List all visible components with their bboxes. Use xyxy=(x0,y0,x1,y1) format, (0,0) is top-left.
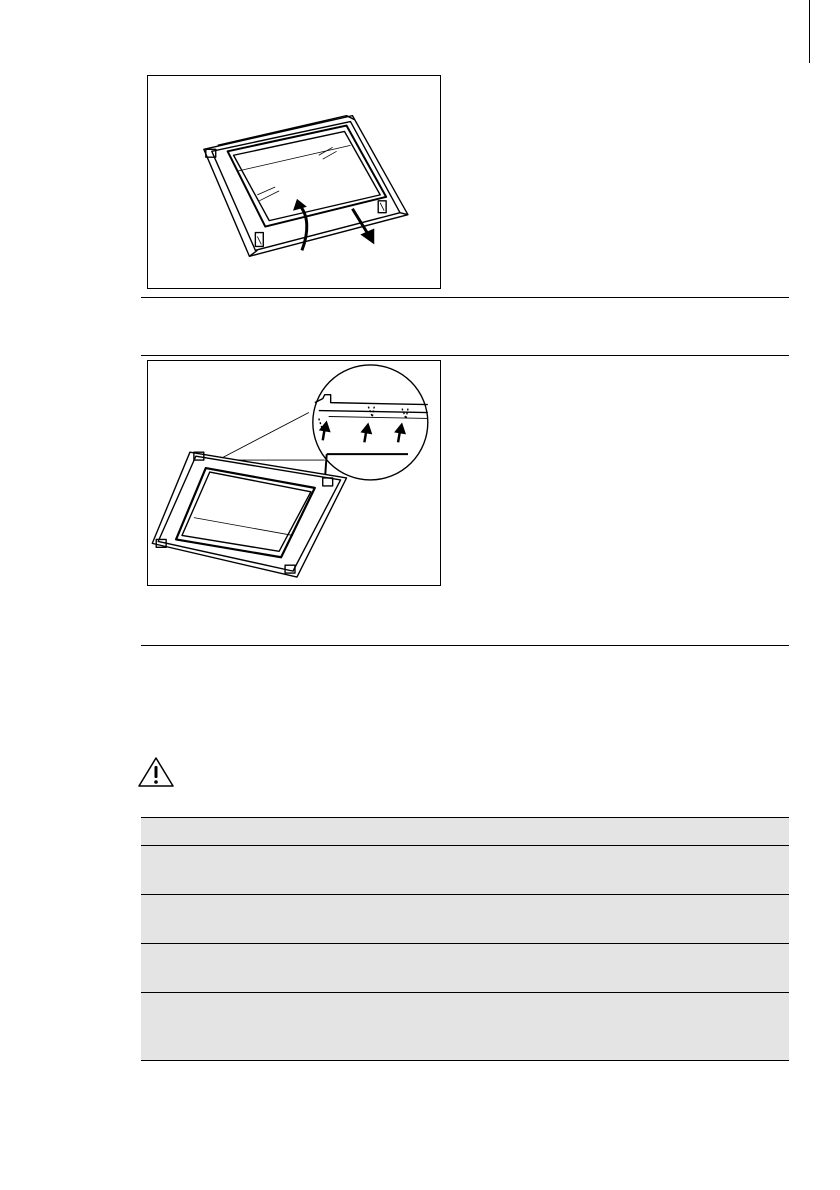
table-row xyxy=(141,846,789,895)
door-glass-removal-illustration xyxy=(148,76,440,288)
section-divider xyxy=(141,355,789,356)
warning-triangle-icon xyxy=(137,755,175,789)
information-table xyxy=(141,817,789,1061)
table-row xyxy=(141,944,789,993)
table-row xyxy=(141,993,789,1061)
table-header-row xyxy=(141,817,789,846)
table-row xyxy=(141,895,789,944)
door-glass-installation-illustration xyxy=(148,361,440,585)
door-glass-installation-figure xyxy=(147,360,441,586)
page-edge-marker xyxy=(809,0,810,63)
section-divider xyxy=(141,297,789,298)
section-divider xyxy=(141,645,789,646)
door-glass-removal-figure xyxy=(147,75,441,289)
